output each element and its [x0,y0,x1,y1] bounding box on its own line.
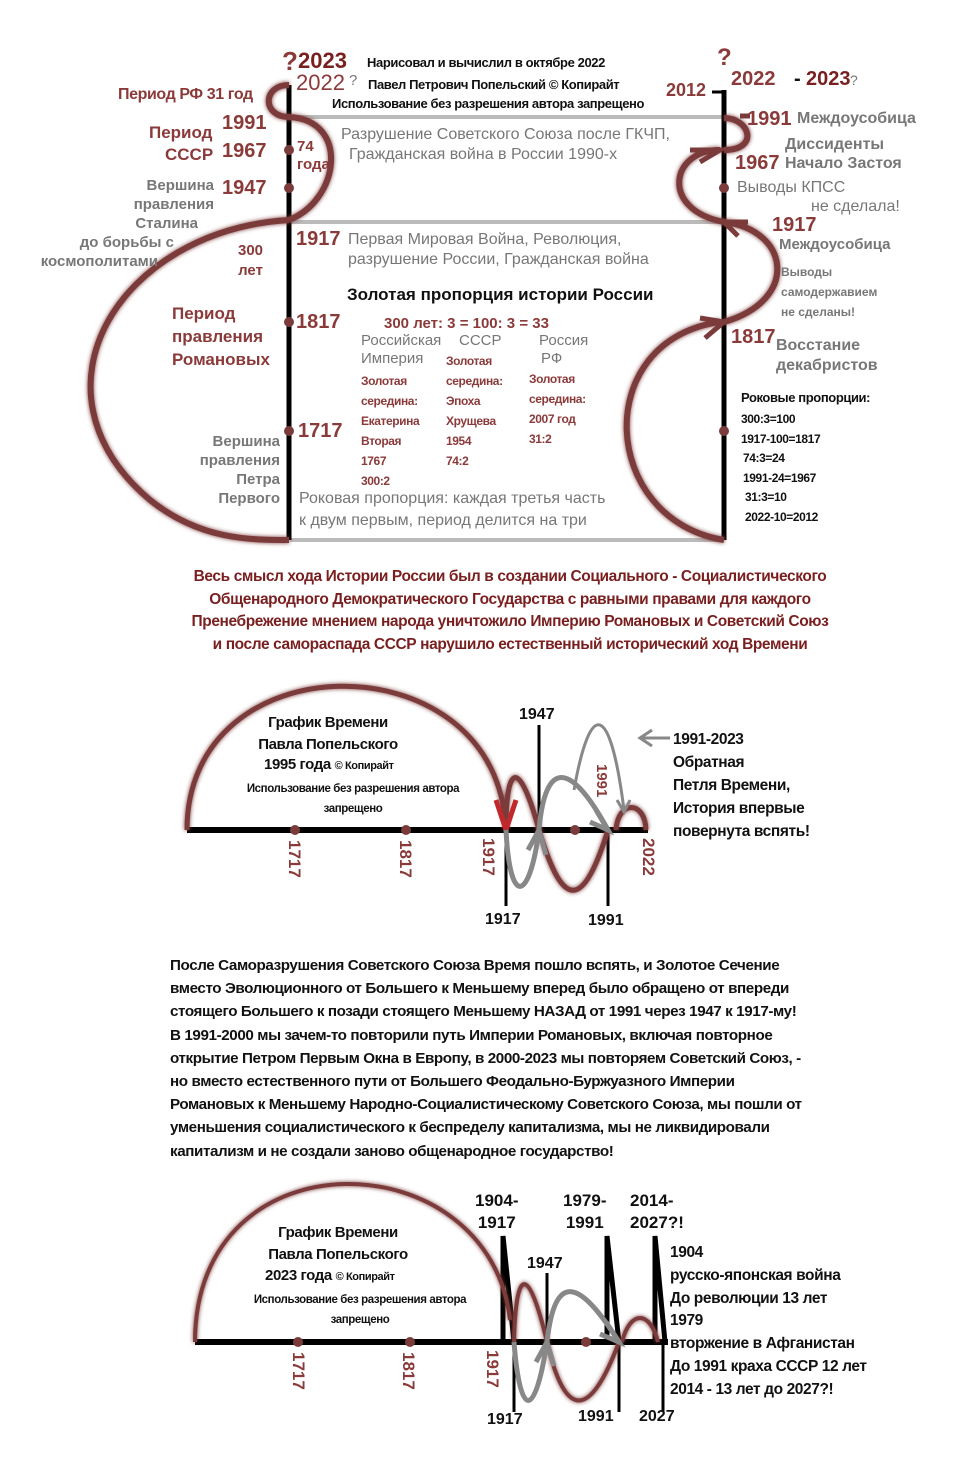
graph1-tick-2022: 2022 [639,838,658,876]
right-year-1917: 1917 [772,214,817,236]
fatal-item: 2022-10=2012 [745,509,818,524]
fatal-proportions-title: Роковые пропорции: [741,390,871,405]
graph2-note-line: русско-японская война [670,1266,841,1284]
graph2-note-line: 1904 [670,1244,703,1261]
label-period-ussr-1: Период [149,123,213,142]
event-line: разрушение России, Гражданская война [348,251,649,268]
paragraph-line: После Саморазрушения Советского Союза Время пошло вспять, и Золотое Сечение [170,957,780,974]
analysis-paragraph [170,954,802,1163]
peter-line: Петра [236,471,280,488]
graph1-notice-line: запрещено [323,803,383,815]
fatal-item: 1991-24=1967 [743,470,816,485]
range-line: 1979- [563,1191,607,1210]
left-question-mark-small: ? [349,72,358,89]
graph2-note-line: 2014 - 13 лет до 2027?! [670,1380,834,1398]
col-line: Золотая [529,372,575,386]
left-year-1991: 1991 [222,112,267,134]
peter-line: Первого [218,490,280,507]
right-year-1967: 1967 [735,152,780,174]
col-line: 1767 [361,454,387,468]
header-line-2: Павел Петрович Попельский © Копирайт [368,77,620,92]
cpsu-line: Выводы КПСС [737,179,846,196]
label-300-years [238,241,263,281]
curve-right-1817-1917 [724,222,777,322]
right-year-2022: 2022 [731,68,776,90]
col-line: Вторая [361,434,402,448]
paragraph-line: открытие Петром Первым Окна в Европу, в 2000-2023 мы повторяем Советский Союз, - [170,1049,801,1067]
peter-line: правления [199,452,280,469]
label-strife-1991: Междоусобица [797,110,916,127]
summary-line: Общенародного Демократического Государства с равными правами для каждого [209,590,811,608]
fatal-line: Роковая пропорция: каждая третья часть [299,490,606,507]
col-line: Екатерина [361,414,420,428]
col-rf-head [539,332,588,368]
left-year-1817: 1817 [296,311,341,333]
right-year-2012: 2012 [666,80,707,100]
col-empire-head [361,332,441,368]
graph2-range-1979 [563,1190,606,1234]
stalin-line: космополитами [40,253,158,270]
range-line: 1917 [477,1213,516,1232]
fatal-item: 31:3=10 [745,490,787,504]
curve-rf-period [269,85,289,117]
col-ussr-head [459,332,502,350]
graph1-note [673,728,810,843]
curve-right-bottom [627,322,724,540]
right-year-2023: 2023 [806,68,851,90]
col-line: середина: [529,392,586,406]
graph2-label-1991: 1991 [578,1408,614,1425]
summary-line: и после самораспада СССР нарушило естественный исторический ход Времени [212,635,808,653]
right-year-1991: 1991 [747,108,792,130]
left-year-2022: 2022 [296,70,345,95]
label-years: года [297,156,330,173]
label-300: 300 [238,242,264,259]
col-head-line: Российская [361,332,442,349]
left-year-1967: 1967 [222,140,267,162]
fatal-item: 1917-100=1817 [741,431,821,446]
graph1-year [264,756,394,773]
graph2-year-label: 2023 года [265,1267,332,1284]
graph2-note-line: вторжение в Афганистан [670,1335,855,1353]
event-line: Разрушение Советского Союза после ГКЧП, [341,126,670,143]
graph2-tick-1917: 1917 [483,1350,502,1388]
stalin-line: Сталина [135,215,198,232]
range-line: 2027?! [630,1213,684,1232]
col-line: Золотая [446,354,492,368]
col-head-line: РФ [541,350,563,367]
autocracy-line: самодержавием [781,285,878,299]
graph2-note-line: 1979 [670,1312,703,1330]
paragraph-line: В 1991-2000 мы зачем-то повторили путь Империи Романовых, включая повторное [170,1026,773,1044]
paragraph-line: Романовых к Меньшему Народно-Социалистическому Советского Союза, мы пошли от [170,1096,802,1114]
graph2-title [248,1222,428,1266]
golden-proportion-title: Золотая пропорция истории России [347,285,654,304]
cpsu-line: не сделала! [811,198,900,215]
graph2-notice-line: запрещено [330,1314,390,1326]
paragraph-line: вместо Эволюционного от Большего к Меньшему вперед было обращено от впереди [170,980,789,998]
graph2-tick-1817: 1817 [399,1352,418,1390]
range-line: 2014- [630,1191,674,1210]
col-line: 1954 [446,434,472,448]
fatal-line: к двум первым, период делится на три [299,512,587,529]
label-period-ussr-2: СССР [165,145,214,164]
header-line-1: Нарисовал и вычислил в октябре 2022 [367,55,605,70]
col-line: середина: [361,394,418,408]
graph1-label-1917: 1917 [485,911,521,928]
stalin-line: до борьбы с [79,234,174,251]
col-ussr-body [446,351,503,471]
graph1-note-line: 1991-2023 [673,731,744,748]
fatal-proportion-text [299,488,605,532]
graph1-notice-line: Использование без разрешения автора [246,783,460,795]
graph2-tick-1717: 1717 [289,1352,308,1390]
graph1-label-1947: 1947 [519,706,555,723]
label-stalin-peak [41,176,214,271]
peter-line: Вершина [212,433,280,450]
graph1-dot-1967 [570,825,580,835]
graph1-copyright: © Копирайт [334,760,394,772]
graph2-range-2014 [630,1190,684,1234]
col-head-line: Россия [539,332,589,349]
col-line: середина: [446,374,503,388]
romanov-line: Период [172,304,236,323]
dot-right-1947 [719,183,729,193]
graph2-range-1904 [475,1190,518,1234]
right-year-1817: 1817 [731,326,776,348]
header-line-3: Использование без разрешения автора запрещено [332,96,645,111]
dot-1717 [284,426,294,436]
fatal-item: 300:3=100 [741,412,796,426]
left-year-1917: 1917 [296,228,341,250]
range-line: 1904- [475,1191,519,1210]
graph1-dot-1817 [401,825,411,835]
event-1991-text [341,125,670,165]
col-empire-body [361,371,419,491]
col-line: Хрущева [446,414,496,428]
label-years: лет [238,262,263,279]
graph2-dot-1817 [405,1337,415,1347]
label-autocracy [781,262,877,322]
dot-1817 [284,317,294,327]
summary-text [0,566,972,656]
dot-1947 [284,183,294,193]
right-dash: - [794,68,801,90]
label-strife-1917: Междоусобица [779,236,891,253]
paragraph-line: стоящего Большего к позади стоящего Меньшему НАЗАД от 1991 через 1947 к 1917-му! [170,1003,797,1021]
graph1-note-line: История впервые [673,800,805,817]
graph2-notice [215,1290,505,1330]
graph1-note-arrow [640,730,670,746]
graph2-notice-line: Использование без разрешения автора [253,1294,467,1306]
paragraph-line: уменьшения социалистического к беспределу капитализма, мы не ликвидировали [170,1119,770,1137]
graph1-note-line: повернута вспять! [673,823,810,840]
graph2-copyright: © Копирайт [335,1271,395,1283]
left-year-1717: 1717 [298,420,343,442]
col-head-line: Империя [361,350,424,367]
col-head-line: СССР [459,332,502,349]
label-cpsu [737,178,900,216]
col-rf-body [529,369,586,449]
decembrists-line: Восстание [776,337,861,354]
col-line: 300:2 [361,474,390,488]
graph2-note [670,1242,867,1402]
left-question-mark: ? [282,46,298,76]
event-1917-text [348,230,649,270]
decembrists-line: декабристов [776,357,878,374]
col-line: 74:2 [446,454,469,468]
label-romanov-period [172,302,270,371]
dissidents-line: Начало Застоя [785,155,902,172]
graph1-tick-1917: 1917 [479,838,498,876]
stalin-line: правления [133,196,214,213]
col-line: Золотая [361,374,407,388]
graph1-note-line: Обратная [673,754,745,771]
graph2-label-2027: 2027 [639,1408,675,1425]
graph2-label-1947: 1947 [527,1255,563,1272]
col-line: 31:2 [529,432,552,446]
golden-formula: 300 лет: 3 = 100: 3 = 33 [384,315,549,332]
autocracy-line: Выводы [781,265,833,279]
romanov-line: Романовых [172,350,270,369]
graph2-year [265,1267,395,1284]
label-period-rf: Период РФ 31 год [118,86,253,103]
graph2-note-line: До революции 13 лет [670,1289,828,1307]
col-line: 2007 год [529,412,576,426]
label-74: 74 [297,138,314,155]
graph2-dot-1967 [581,1337,591,1347]
fatal-proportions-list [741,410,820,527]
paragraph-line: капитализм и не создали заново общенародное государство! [170,1142,614,1160]
col-line: Эпоха [446,394,481,408]
graph2-note-line: До 1991 краха СССР 12 лет [670,1357,867,1375]
graph1-tick-1717: 1717 [285,840,304,878]
event-line: Гражданская война в России 1990-х [349,146,618,163]
graph1-title-line: График Времени [268,714,388,731]
right-question-mark: ? [717,44,732,71]
graph1-label-1991: 1991 [588,912,624,929]
dissidents-line: Диссиденты [785,136,885,153]
graph2-label-1917: 1917 [487,1411,523,1428]
graph1-year-label: 1995 года [264,756,331,773]
paragraph-line: но вместо естественного пути от Большего Феодально-Буржуазного Империи [170,1073,735,1091]
graph1-tick-1817: 1817 [396,840,415,878]
right-question-mark-small: ? [850,72,858,88]
graph2-spike-2014 [655,1236,665,1342]
stalin-line: Вершина [146,177,214,194]
graph1-title-line: Павла Попельского [258,736,398,753]
dot-1967 [284,145,294,155]
event-line: Первая Мировая Война, Революция, [348,231,622,248]
graph1-dot-1717 [290,825,300,835]
left-year-2023: 2023 [298,48,347,73]
graph1-tick-1991-vertical: 1991 [593,764,610,798]
summary-line: Весь смысл хода Истории России был в создании Социального - Социалистического [193,568,827,585]
graph1-title [228,712,428,756]
curve-right-1967-1991 [724,118,747,150]
dot-right-1717 [719,426,729,436]
label-peter-peak [200,432,280,508]
autocracy-line: не сделаны! [781,305,856,319]
graph1-notice [208,779,498,819]
label-decembrists [776,336,878,376]
graph2-title-line: График Времени [278,1224,398,1241]
graph1-note-line: Петля Времени, [673,777,790,794]
left-year-1947: 1947 [222,177,267,199]
fatal-item: 74:3=24 [743,451,785,465]
graph1-small-arc [616,808,646,831]
range-line: 1991 [565,1213,604,1232]
graph2-title-line: Павла Попельского [268,1246,408,1263]
romanov-line: правления [172,327,264,346]
summary-line: Пренебрежение мнением народа уничтожило Империю Романовых и Советский Союз [191,613,829,630]
graph2-dot-1717 [293,1337,303,1347]
label-dissidents [785,135,902,173]
